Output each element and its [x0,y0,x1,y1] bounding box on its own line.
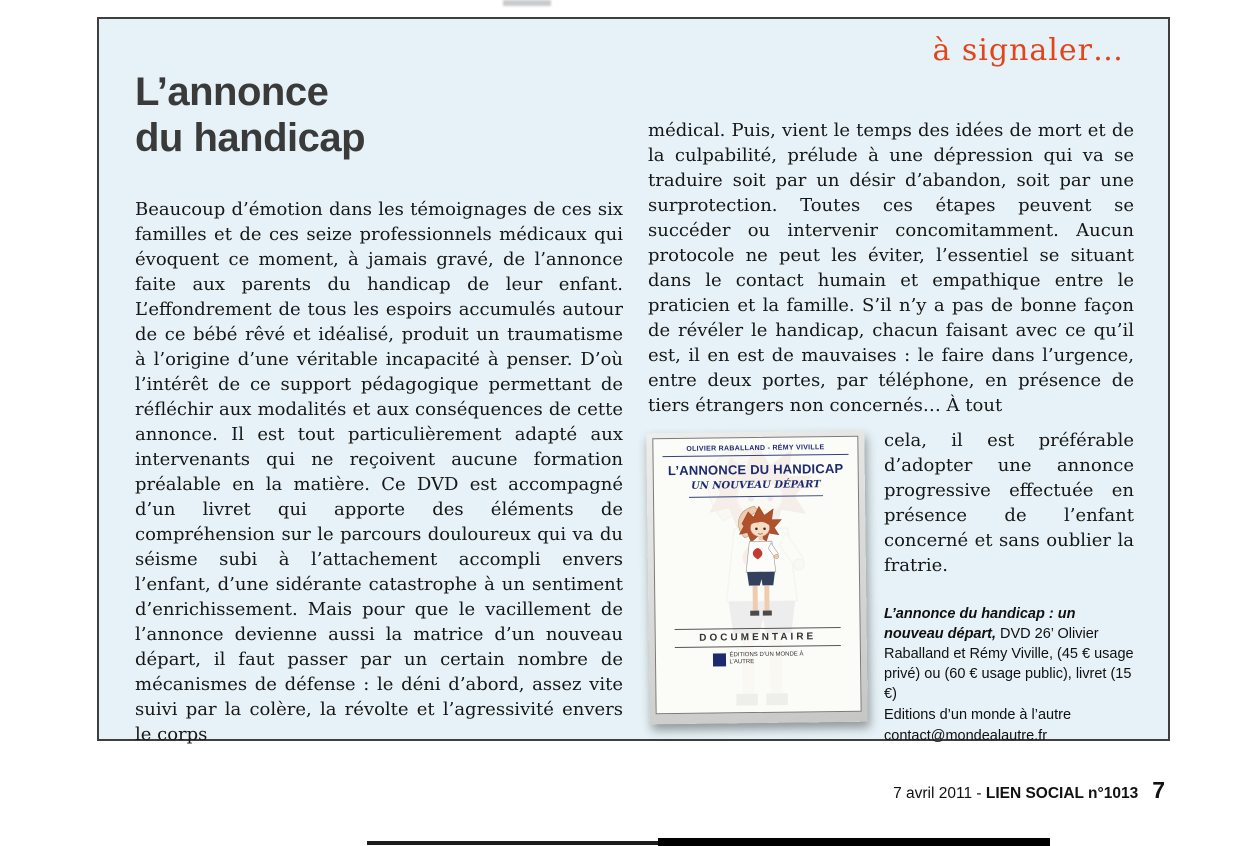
dvd-caption [884,604,1134,746]
body-paragraph-right: médical. Puis, vient le temps des idées de mort et de la culpabilité, prélude à une dépression qui va se traduire soit par un désir d’abandon, soit par une surprotection. Toutes ces étapes peuvent se succéder ou intervenir concomitamment. Aucun protocole ne peut les éviter, l’essentiel se situant dans le contact humain et empathique entre le praticien et la famille. S’il n’y a pas de bonne façon de révéler le handicap, chacun faisant avec ce qu’il est, il en est de mauvaises : le faire dans l’urgence, entre deux portes, par téléphone, en présence de tiers étrangers non concernés… À tout [648,120,1134,416]
image-wrap-zone [648,428,1134,746]
article-panel [97,17,1170,745]
dvd-cover-title: L’ANNONCE DU HANDICAP [667,460,844,479]
page-footer [893,777,1165,804]
article-title-line1: L’annonce [135,70,329,114]
dvd-cover-authors: OLIVIER RABALLAND - RÉMY VIVILLE [662,444,848,457]
body-paragraph-wrap: cela, il est préférable d’adopter une annonce progressive effectuée en présence de l’enfant concerné et sans oublier la fratrie. [884,430,1134,576]
publisher-logo [712,653,725,666]
footer-date: 7 avril 2011 - [893,785,986,802]
dvd-cover-subtitle: UN NOUVEAU DÉPART [690,479,821,492]
caption-details: DVD 26’ Olivier Raballand et Rémy Viville, (45 € usage privé) ou (60 € usage public), livret (15 €) [884,626,1134,702]
dvd-cover-photo [646,431,868,725]
left-column [135,197,623,747]
caption-contact-email: contact@mondealautre.fr [884,728,1048,744]
dvd-cover-publisher-row [661,651,855,667]
publisher-name: ÉDITIONS D’UN MONDE À L’AUTRE [729,651,804,666]
page-number: 7 [1152,777,1165,803]
caption-title: L’annonce du handicap : un nouveau départ, [884,606,1076,642]
girl-drawing-illustration [709,499,805,626]
section-header: à signaler… [932,33,1124,68]
article-title-line2: du handicap [135,116,366,160]
dvd-cover-illustration [659,499,855,629]
dvd-cover-genre: DOCUMENTAIRE [675,627,841,648]
scan-artifact-bar-right [658,838,1050,846]
article-title [135,69,365,161]
dvd-cover-rule [689,495,823,498]
scan-artifact-smudge [503,0,551,6]
body-paragraph-left: Beaucoup d’émotion dans les témoignages de ces six familles et de ces seize professionnels médicaux qui évoquent ce moment, à jamais gravé, de l’annonce faite aux parents du handicap de leur enfant. L’effondrement de tous les espoirs accumulés autour de ce bébé rêvé et idéalisé, produit un traumatisme à l’origine d’une véritable incapacité à penser. D’où l’intérêt de ce support pédagogique permettant de réfléchir aux modalités et aux conséquences de cette annonce. Il est tout particulièrement adapté aux intervenants qui ne reçoivent aucune formation préalable en la matière. Ce DVD est accompagné d’un livret qui apporte des éléments de compréhension sur le parcours douloureux qui va du séisme subi à l’attachement accompli envers l’enfant, d’une sidérante catastrophe à un sentiment d’enrichissement. Mais pour que le vacillement de l’annonce devienne aussi la matrice d’un nouveau départ, il faut passer par un certain nombre de mécanismes de défense : le déni d’abord, assez vite suivi par la colère, la révolte et l’agressivité envers le corps [135,199,623,745]
scan-artifact-bar-left [367,841,659,845]
caption-publisher: Editions d’un monde à l’autre [884,707,1072,723]
footer-journal-name: LIEN SOCIAL n°1013 [985,785,1139,802]
dvd-cover [652,436,861,714]
right-column [648,118,1134,746]
